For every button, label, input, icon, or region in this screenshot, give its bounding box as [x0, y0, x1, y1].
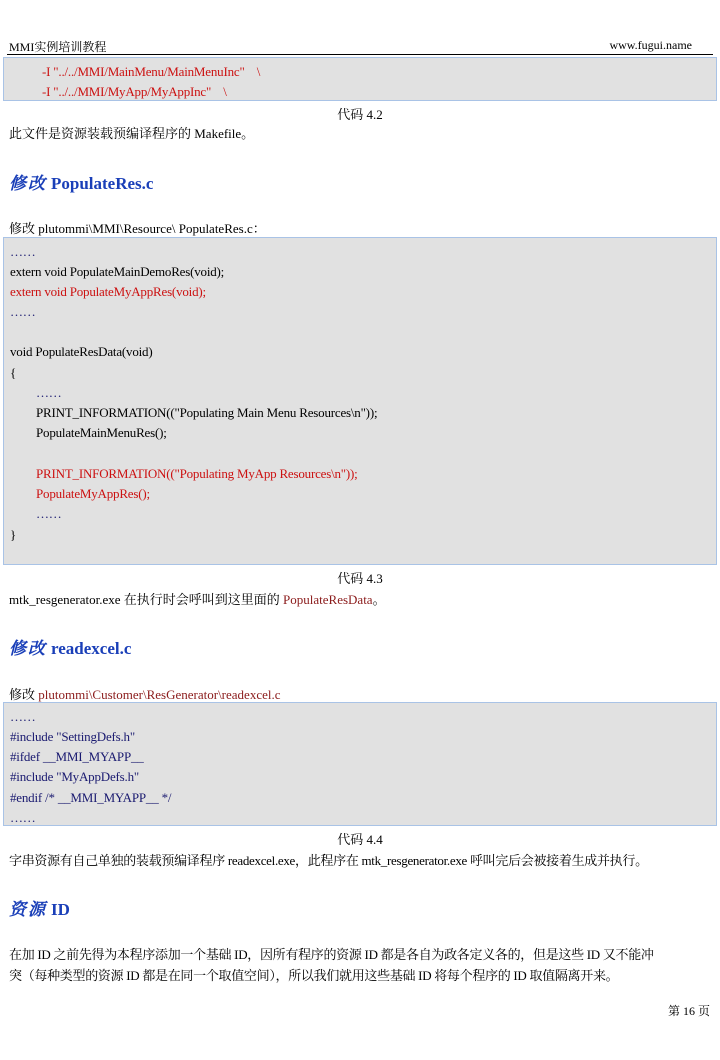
file-path: plutommi\Customer\ResGenerator\readexcel.c: [38, 687, 281, 702]
code-caption: 代码 4.4: [337, 832, 383, 847]
code-line: }: [10, 527, 17, 542]
intro-prefix: 修改: [9, 687, 39, 702]
header-divider: [7, 54, 713, 55]
paragraph: [9, 589, 386, 608]
header-title: MMI实例培训教程: [9, 40, 107, 54]
header-website: www.fugui.name: [609, 38, 692, 52]
code-line: extern void PopulateMyAppRes(void);: [10, 284, 206, 299]
code-line: void PopulateResData(void): [10, 344, 153, 359]
section-intro: [9, 684, 281, 703]
code-line: PRINT_INFORMATION(("Populating MyApp Resources\n"));: [36, 466, 358, 481]
heading-filename: readexcel.c: [51, 639, 132, 658]
code-line: -I "../../MMI/MyApp/MyAppInc" \: [42, 84, 227, 99]
code-block-populateres: [3, 237, 717, 565]
section-heading-resource-id: [9, 895, 70, 920]
code-line: PopulateMainMenuRes();: [36, 425, 167, 440]
code-line: {: [10, 365, 17, 380]
heading-filename: PopulateRes.c: [51, 174, 154, 193]
section-heading-populateres: [9, 169, 153, 194]
code-line: PopulateMyAppRes();: [36, 486, 150, 501]
heading-prefix: 修改: [9, 174, 47, 193]
heading-prefix: 资源: [9, 900, 47, 919]
code-line: PRINT_INFORMATION(("Populating Main Menu Resources\n"));: [36, 405, 378, 420]
code-line: ……: [10, 709, 36, 724]
section-heading-readexcel: [9, 634, 131, 659]
paragraph-line: 突（每种类型的资源 ID 都是在同一个取值空间），所以我们就用这些基础 ID 将每个程序的 ID 取值隔离开来。: [9, 968, 619, 983]
code-line: #endif /* __MMI_MYAPP__ */: [10, 790, 172, 805]
code-line: #include "MyAppDefs.h": [10, 769, 139, 784]
code-line: #ifdef __MMI_MYAPP__: [10, 749, 144, 764]
page-number: 第 16 页: [667, 1004, 710, 1018]
code-line: extern void PopulateMainDemoRes(void);: [10, 264, 225, 279]
paragraph: 此文件是资源装载预编译程序的 Makefile。: [9, 126, 255, 141]
section-intro: 修改 plutommi\MMI\Resource\ PopulateRes.c：: [9, 221, 266, 236]
function-name: PopulateResData: [283, 592, 373, 607]
paragraph-text: 。: [372, 592, 386, 607]
code-line: ……: [36, 506, 62, 521]
code-line: ……: [10, 810, 36, 825]
code-line: -I "../../MMI/MainMenu/MainMenuInc" \: [42, 64, 261, 79]
code-line: ……: [36, 385, 62, 400]
paragraph-text: mtk_resgenerator.exe 在执行时会呼叫到这里面的: [9, 592, 284, 607]
code-block-makefile: [3, 57, 717, 101]
paragraph: 字串资源有自己单独的装载预编译程序 readexcel.exe，此程序在 mtk_resgenerator.exe 呼叫完后会被接着生成并执行。: [9, 853, 648, 868]
code-line: #include "SettingDefs.h": [10, 729, 135, 744]
paragraph-line: 在加 ID 之前先得为本程序添加一个基础 ID，因所有程序的资源 ID 都是各自为政各定义各的，但是这些 ID 又不能冲: [9, 947, 654, 962]
code-caption: 代码 4.2: [337, 107, 383, 122]
heading-prefix: 修改: [9, 639, 47, 658]
code-caption: 代码 4.3: [337, 571, 383, 586]
heading-text: ID: [51, 900, 70, 919]
code-line: ……: [10, 304, 36, 319]
code-block-readexcel: [3, 702, 717, 826]
code-line: ……: [10, 244, 36, 259]
